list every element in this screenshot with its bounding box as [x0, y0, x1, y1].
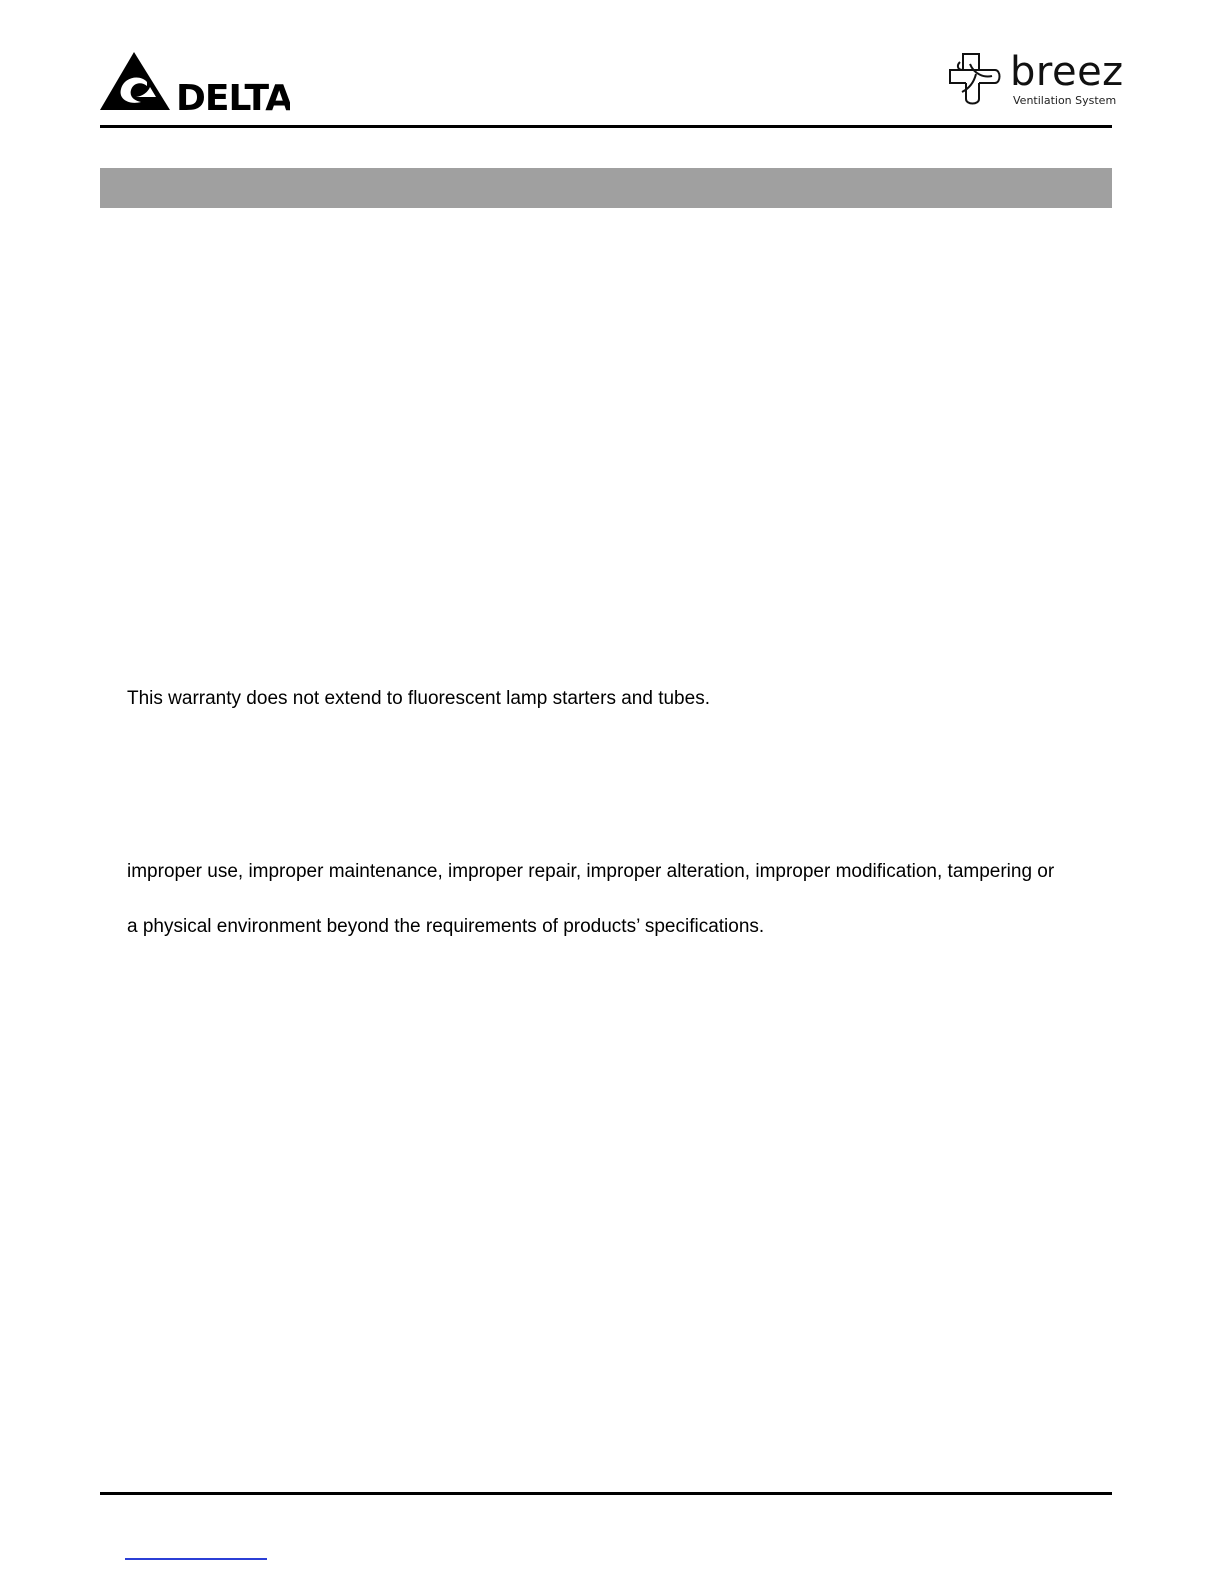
warranty-exclusions-line-2: a physical environment beyond the requirements of products’ specifications.	[127, 916, 765, 937]
footer-divider	[100, 1492, 1112, 1495]
delta-wordmark: DELTA	[176, 78, 290, 112]
breez-pinwheel-icon	[948, 52, 1006, 110]
delta-logo-icon	[100, 52, 290, 112]
breez-logo	[948, 49, 1124, 112]
breez-wordmark: breez	[1010, 49, 1124, 95]
delta-logo	[100, 52, 290, 112]
breez-tagline: Ventilation System	[1013, 94, 1117, 107]
footer-hyperlink[interactable]	[125, 1558, 267, 1560]
section-header-bar	[100, 168, 1112, 208]
warranty-lamp-exclusion-text: This warranty does not extend to fluorescent lamp starters and tubes.	[127, 688, 710, 709]
warranty-exclusions-line-1: improper use, improper maintenance, improper repair, improper alteration, improper modification, tampering or	[127, 861, 1055, 882]
header-divider	[100, 125, 1112, 128]
